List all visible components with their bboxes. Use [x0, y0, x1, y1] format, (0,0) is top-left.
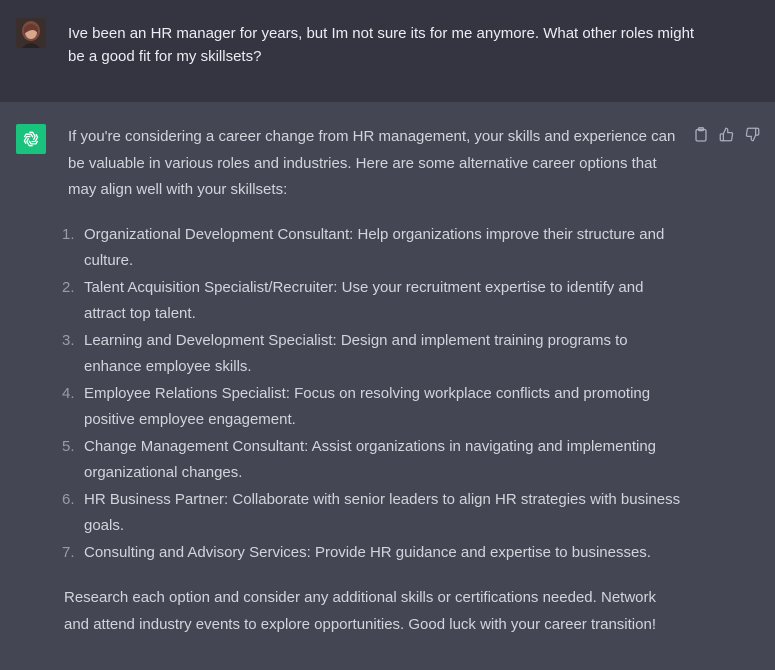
list-item-number: 2.: [62, 278, 75, 296]
openai-logo-icon: [16, 124, 46, 154]
list-item: [62, 275, 683, 328]
user-message-row: [0, 0, 775, 102]
copy-button[interactable]: [692, 126, 709, 143]
thumbs-up-icon: [719, 127, 734, 142]
dislike-button[interactable]: [744, 126, 761, 143]
list-item: [62, 434, 683, 487]
message-actions: [692, 126, 761, 143]
clipboard-icon: [694, 127, 708, 142]
answer-intro: If you're considering a career change from HR management, your skills and experience can be valuable in various roles and industries. Here are some alternative career options that may align well with your skillsets:: [68, 128, 676, 198]
list-item-number: 1.: [62, 225, 75, 243]
user-avatar-image: [16, 18, 46, 48]
list-item-number: 5.: [62, 437, 75, 455]
answer-outro: Research each option and consider any additional skills or certifications needed. Network and attend industry events to explore opportunities. Good luck with your career transition!: [64, 589, 656, 633]
thumbs-down-icon: [745, 127, 760, 142]
career-options-list: [62, 222, 683, 567]
list-item: [62, 540, 683, 567]
list-item-number: 4.: [62, 384, 75, 402]
list-item-text: Consulting and Advisory Services: Provide HR guidance and expertise to businesses.: [84, 543, 651, 561]
list-item-number: 7.: [62, 543, 75, 561]
list-item-text: Employee Relations Specialist: Focus on resolving workplace conflicts and promoting positive employee engagement.: [84, 384, 651, 428]
list-item-number: 3.: [62, 331, 75, 349]
list-item-text: Talent Acquisition Specialist/Recruiter: Use your recruitment expertise to identify and attract top talent.: [84, 278, 644, 322]
list-item: [62, 381, 683, 434]
list-item-number: 6.: [62, 490, 75, 508]
user-avatar: [16, 18, 46, 48]
like-button[interactable]: [718, 126, 735, 143]
list-item: [62, 328, 683, 381]
list-item-text: HR Business Partner: Collaborate with senior leaders to align HR strategies with business goals.: [84, 490, 681, 534]
assistant-answer: [62, 124, 683, 638]
list-item: [62, 222, 683, 275]
list-item: [62, 487, 683, 540]
list-item-text: Learning and Development Specialist: Design and implement training programs to enhance employee skills.: [84, 331, 628, 375]
list-item-text: Change Management Consultant: Assist organizations in navigating and implementing organizational changes.: [84, 437, 657, 481]
user-message-text: Ive been an HR manager for years, but Im not sure its for me anymore. What other roles might be a good fit for my skillsets?: [68, 25, 695, 65]
list-item-text: Organizational Development Consultant: Help organizations improve their structure and culture.: [84, 225, 665, 269]
assistant-message-row: [0, 102, 775, 670]
